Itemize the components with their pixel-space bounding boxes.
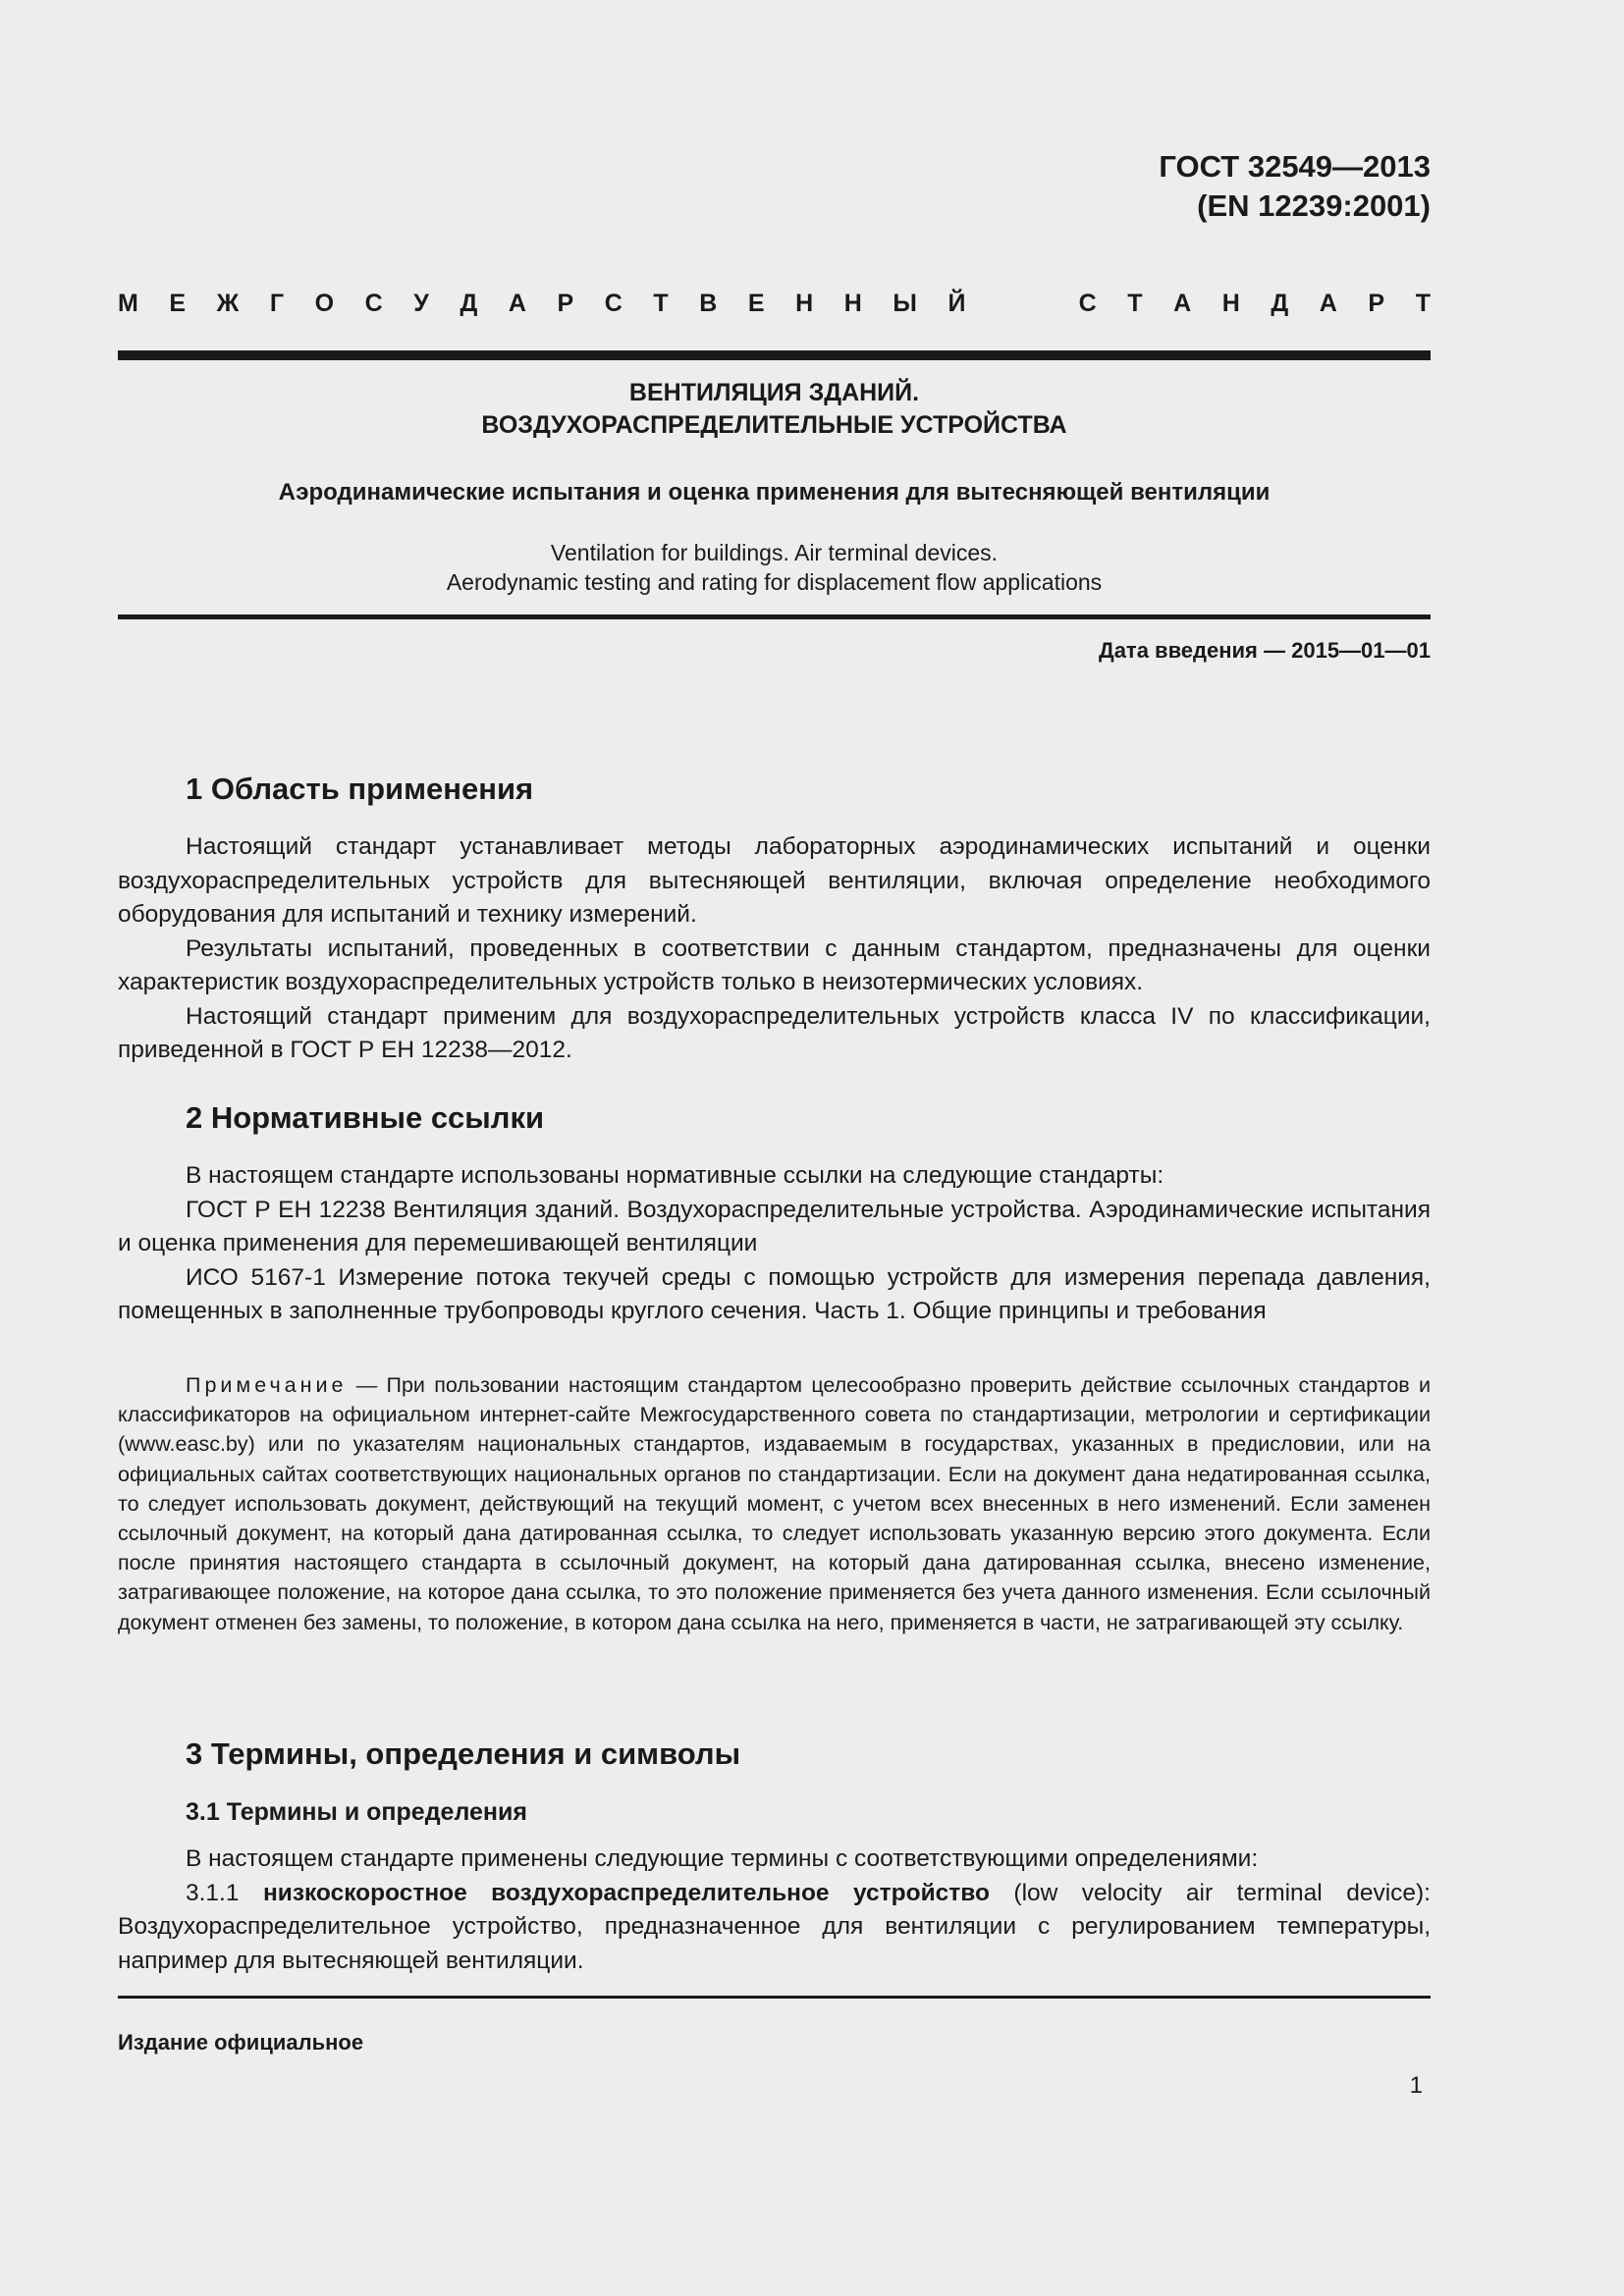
banner-letter: А (1319, 289, 1337, 317)
subsection-3-1-heading: 3.1 Термины и определения (186, 1798, 527, 1826)
note-block (118, 1370, 1431, 1637)
banner-letter: Е (747, 289, 765, 317)
banner-letter: С (604, 289, 623, 317)
banner-letter: Т (1127, 289, 1143, 317)
paragraph: Настоящий стандарт применим для воздухораспределительных устройств класса IV по классификации, приведенной в ГОСТ Р ЕН 12238—2012. (118, 1002, 1431, 1063)
banner-letter: Р (557, 289, 574, 317)
title-ru (118, 377, 1431, 442)
banner-letter: С (1078, 289, 1097, 317)
banner-letter: С (364, 289, 383, 317)
paragraph: В настоящем стандарте использованы нормативные ссылки на следующие стандарты: (186, 1162, 1164, 1189)
banner-letter: В (699, 289, 718, 317)
banner-letter: М (118, 289, 138, 317)
banner-letter: А (508, 289, 526, 317)
introduction-date: Дата введения — 2015—01—01 (1099, 638, 1431, 663)
banner-letter: Й (947, 289, 966, 317)
note-text: — При пользовании настоящим стандартом целесообразно проверить действие ссылочных стандартов и классификаторов на официальном интернет-сайте Межгосударственного совета по стандартизации, метрологии и сертификации (www.easc.by) или по указателям национальных стандартов, издаваемым в государствах, указанных в предисловии, или на официальных сайтах соответствующих национальных органов по стандартизации. Если на документ дана недатированная ссылка, то следует использовать документ, действующий на текущий момент, с учетом всех внесенных в него изменений. Если заменен ссылочный документ, на который дана датированная ссылка, то следует использовать указанную версию этого документа. Если после принятия настоящего стандарта в ссылочный документ, на который дана датированная ссылка, внесено изменение, затрагивающее положение, на которое дана ссылка, то это положение применяется без учета данного изменения. Если ссылочный документ отменен без замены, то положение, в котором дана ссылка на него, применяется в части, не затрагивающей эту ссылку. (118, 1373, 1431, 1634)
banner-letter: А (1173, 289, 1192, 317)
banner-letter: Г (269, 289, 285, 317)
title-ru-line2: ВОЗДУХОРАСПРЕДЕЛИТЕЛЬНЫЕ УСТРОЙСТВА (481, 411, 1067, 439)
banner-letter: Ы (893, 289, 917, 317)
title-rule (118, 614, 1431, 619)
section-3-heading: 3 Термины, определения и символы (186, 1736, 741, 1771)
interstate-standard-banner (118, 287, 1431, 320)
title-en-line2: Aerodynamic testing and rating for displacement flow applications (446, 569, 1103, 595)
note-label: Примечание (186, 1373, 348, 1397)
banner-letter: Е (169, 289, 187, 317)
section-2-body (118, 1159, 1431, 1329)
banner-letter: О (314, 289, 335, 317)
banner-letter: Т (653, 289, 669, 317)
section-2-heading: 2 Нормативные ссылки (186, 1100, 545, 1135)
section-3-body (118, 1842, 1431, 1978)
term-definition (118, 1877, 1431, 1979)
banner-letter: Н (843, 289, 862, 317)
banner-letter: Ж (216, 289, 240, 317)
standard-equivalent: (EN 12239:2001) (1197, 188, 1431, 223)
reference-item: ГОСТ Р ЕН 12238 Вентиляция зданий. Воздухораспределительные устройства. Аэродинамические испытания и оценка применения для перемешивающей вентиляции (118, 1196, 1431, 1256)
edition-label: Издание официальное (118, 2030, 364, 2055)
standard-number: ГОСТ 32549—2013 (1159, 149, 1431, 184)
subtitle-ru: Аэродинамические испытания и оценка применения для вытесняющей вентиляции (278, 479, 1271, 506)
paragraph: Результаты испытаний, проведенных в соответствии с данным стандартом, предназначены для оценки характеристик воздухораспределительных устройств только в неизотермических условиях. (118, 934, 1431, 995)
title-en-line1: Ventilation for buildings. Air terminal devices. (550, 540, 999, 565)
header-rule (118, 350, 1431, 360)
banner-letter: Р (1368, 289, 1385, 317)
term-number: 3.1.1 (186, 1879, 263, 1906)
banner-letter: У (413, 289, 429, 317)
reference-item: ИСО 5167-1 Измерение потока текучей среды с помощью устройств для измерения перепада давления, помещенных в заполненные трубопроводы круглого сечения. Часть 1. Общие принципы и требования (118, 1263, 1431, 1324)
section-1-body (118, 830, 1431, 1068)
paragraph: Настоящий стандарт устанавливает методы лабораторных аэродинамических испытаний и оценки воздухораспределительных устройств для вытесняющей вентиляции, включая определение необходимого оборудования для испытаний и технику измерений. (118, 833, 1431, 928)
term-name: низкоскоростное воздухораспределительное устройство (262, 1879, 990, 1906)
title-ru-line1: ВЕНТИЛЯЦИЯ ЗДАНИЙ. (628, 379, 920, 406)
banner-letter: Н (1221, 289, 1240, 317)
standard-number-block (1159, 147, 1431, 226)
banner-letter: Д (1271, 289, 1289, 317)
banner-letter: Т (1415, 289, 1431, 317)
term-text: (low velocity air terminal device): Воздухораспределительное устройство, предназначенное для вентиляции с регулированием температуры, например для вытесняющей вентиляции. (118, 1879, 1431, 1974)
paragraph: В настоящем стандарте применены следующие термины с соответствующими определениями: (186, 1845, 1259, 1872)
section-1-heading: 1 Область применения (186, 772, 534, 806)
title-en (118, 538, 1431, 597)
footer-rule (118, 1996, 1431, 1999)
banner-letter: Д (460, 289, 478, 317)
banner-letter: Н (795, 289, 814, 317)
page-number: 1 (1409, 2072, 1423, 2099)
